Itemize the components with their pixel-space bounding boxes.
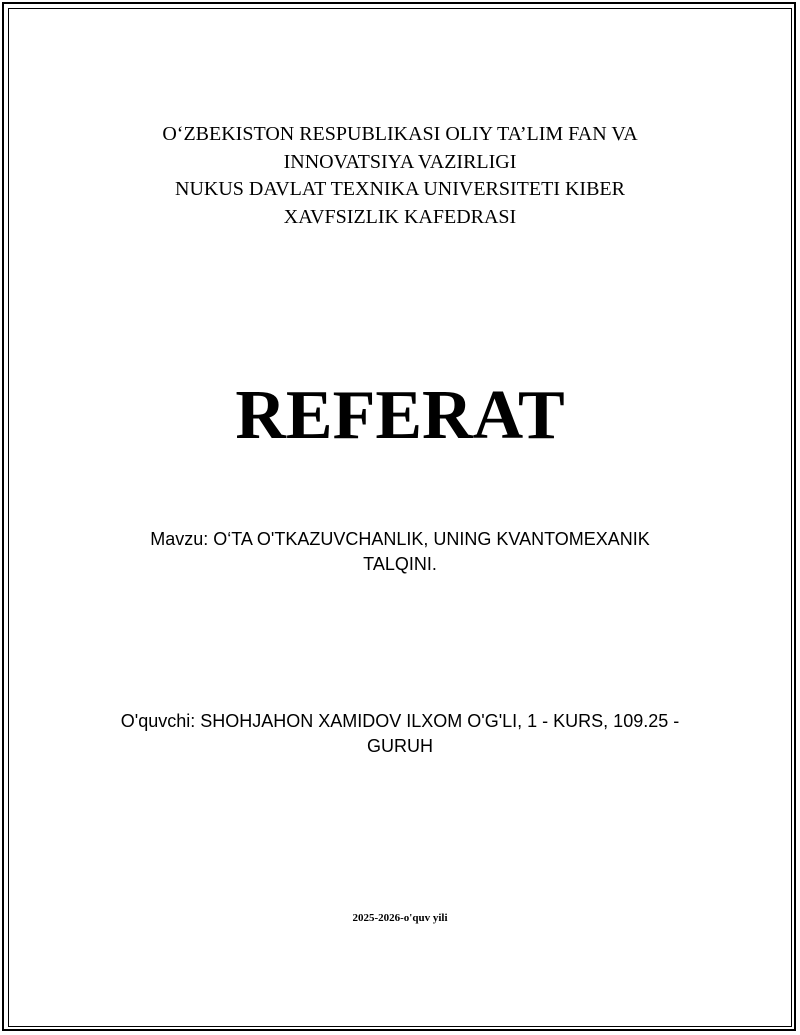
header-line: INNOVATSIYA VAZIRLIGI — [283, 150, 517, 173]
academic-year: 2025-2026-o'quv yili — [352, 912, 448, 924]
topic-block — [120, 527, 680, 577]
student-line: GURUH — [367, 736, 433, 756]
document-title: REFERAT — [235, 377, 565, 454]
topic-line: TALQINI. — [363, 554, 437, 574]
student-block — [100, 709, 700, 759]
header-line: NUKUS DAVLAT TEXNIKA UNIVERSITETI KIBER — [175, 178, 625, 200]
topic-line: Mavzu: O‘TA O'TKAZUVCHANLIK, UNING KVANTOMEXANIK — [150, 529, 650, 549]
student-line: O'quvchi: SHOHJAHON XAMIDOV ILXOM O'G'LI, 1 - KURS, 109.25 - — [120, 711, 680, 731]
institution-header — [0, 121, 800, 231]
header-line: O‘ZBEKISTON RESPUBLIKASI OLIY TA’LIM FAN VA — [162, 123, 638, 145]
header-line: XAVFSIZLIK KAFEDRASI — [283, 205, 517, 228]
